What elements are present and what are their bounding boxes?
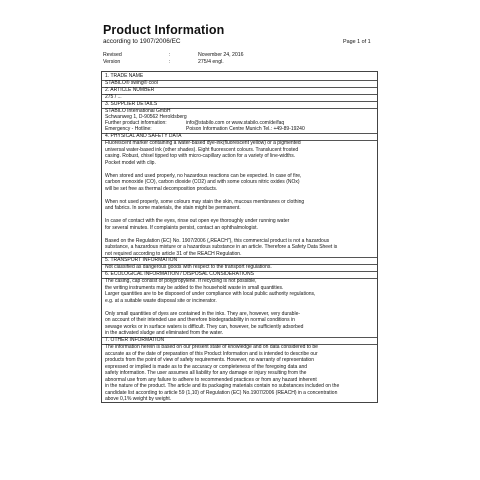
version-label: Version [103, 59, 121, 65]
text-line: substance, a hazardous mixture or a hazardous substance in an article. Therefore a Safety Data Sheet is [105, 244, 338, 250]
section-heading-trade-name: 1. TRADE NAME [105, 73, 144, 79]
text-line: for several minutes. If complaints persist, contact an ophthalmologist. [105, 224, 258, 231]
text-line: When stored and used properly, no hazardous reactions can be expected. In case of fire, [105, 172, 302, 179]
supplier-info-value: info@stabilo.com or www.stabilo.com/de/faq [186, 120, 285, 126]
text-line: Larger quantities are to be disposed of under compliance with local public authority regulations, [105, 291, 316, 297]
article-number-value: 275 / ... [105, 94, 122, 100]
text-line: The information herein is based on our present state of knowledge and on data considered to be [105, 344, 318, 350]
content-box [101, 71, 378, 403]
text-line: will be set free as thermal decomposition products. [105, 185, 218, 192]
section-heading-other: 7. OTHER INFORMATION [105, 337, 165, 343]
revised-value: November 24, 2016 [198, 52, 244, 58]
text-line: in the nature of the product. The article and its packaging materials contain no substances included on the [105, 383, 340, 389]
text-line: The casing, cap consist of polypropylene. If recycling is not possible, [105, 278, 257, 284]
text-line: candidate list according to article 59 (1,10) of Regulation (EC) No.1907/2006 (REACH) in a concentration [105, 389, 338, 396]
text-line: and fabrics. In some materials, the stain might be permanent. [105, 205, 241, 211]
text-line: Only small quantities of dyes are contained in the inks. They are, however, very durable- [105, 310, 301, 317]
text-line: Pocket model with clip. [105, 159, 156, 166]
text-line: above 0,1% weight by weight. [105, 396, 172, 402]
revised-label: Revised [103, 52, 122, 58]
divider [102, 94, 377, 95]
text-line: abnormal use from any failure to adhere to recommended practices or from any hazard inherent [105, 376, 317, 383]
text-line: on account of their intended use and therefore biodegradability in normal conditions in [105, 317, 295, 323]
text-line: e.g. at a suitable waste disposal site or incinerator. [105, 297, 217, 304]
text-line: universal water-based ink (other shades). Eight fluorescent colours. Translucent frosted [105, 146, 299, 153]
revised-row [103, 52, 244, 58]
revised-colon: : [169, 52, 171, 58]
text-line: in the activated sludge and eliminated from the water. [105, 330, 224, 336]
section-heading-ecological: 6. ECOLOGICAL INFORMATION / DISPOSAL CONSIDERATIONS [105, 271, 254, 277]
document-subtitle: according to 1907/2006/EC [103, 38, 181, 45]
version-row [103, 59, 224, 65]
version-value: 275/4 engl. [198, 59, 224, 65]
text-line: products from the point of view of safety requirements. However, no warranty of representation [105, 357, 314, 363]
text-line: When not used properly, some colours may stain the skin, mucous membranes or clothing [105, 198, 305, 205]
emergency-hotline-value: Poison Information Centre Munich Tel.: +49-89-19240 [186, 126, 305, 132]
version-colon: : [169, 59, 171, 65]
text-line: not required according to article 31 of the REACH Regulation. [105, 250, 242, 257]
transport-text: Not classified as dangerous goods with respect to the transport regulations. [105, 264, 272, 270]
supplier-name: STABILO International GmbH [105, 108, 171, 114]
document-title: Product Information [103, 23, 225, 37]
text-line: In case of contact with the eyes, rinse out open eye thoroughly under running water [105, 218, 290, 224]
page-number: Page 1 of 1 [343, 39, 371, 45]
text-line: the writing instruments may be added to the household waste in small quantities. [105, 284, 284, 291]
supplier-info-label: Further product information: [105, 120, 167, 126]
section-heading-supplier: 3. SUPPLIER DETAILS [105, 101, 158, 107]
text-line: carbon monoxide (CO), carbon dioxide (CO2) and with some colours nitric oxides (NOx) [105, 179, 300, 185]
trade-name-value: STABILO® swing® cool [105, 80, 158, 86]
text-line: Fluorescent marker containing a water-based dye-ink(fluorescent yellow) or a pigmented [105, 140, 301, 146]
text-line: casing. Robust, chisel tipped top with micro-capillary action for a variety of line-widths. [105, 153, 296, 159]
section-heading-article-number: 2. ARTICLE NUMBER [105, 87, 155, 93]
text-line: accurate as of the date of preparation of this Product Information and is intended to describe our [105, 350, 318, 357]
text-line: expressed or implied is made as to the accuracy or completeness of the foregoing data and [105, 363, 308, 370]
emergency-hotline-label: Emergency - Hotline: [105, 126, 152, 132]
text-line: sewage works or in surface waters is difficult. They can, however, be sufficiently adsorbed [105, 323, 304, 330]
text-line: safety information. The user assumes all liability for any damage or injury resulting from the [105, 370, 307, 376]
supplier-address: Schwanweg 1, D-90562 Heroldsberg [105, 114, 187, 120]
text-line: Based on the Regulation (EC) No. 1907/2006 („REACH"), this commercial product is not a hazardous [105, 237, 330, 244]
section-heading-physical-safety: 4. PHYSICAL AND SAFETY DATA [105, 133, 182, 139]
section-heading-transport: 5. TRANSPORT INFORMATION [105, 257, 178, 263]
